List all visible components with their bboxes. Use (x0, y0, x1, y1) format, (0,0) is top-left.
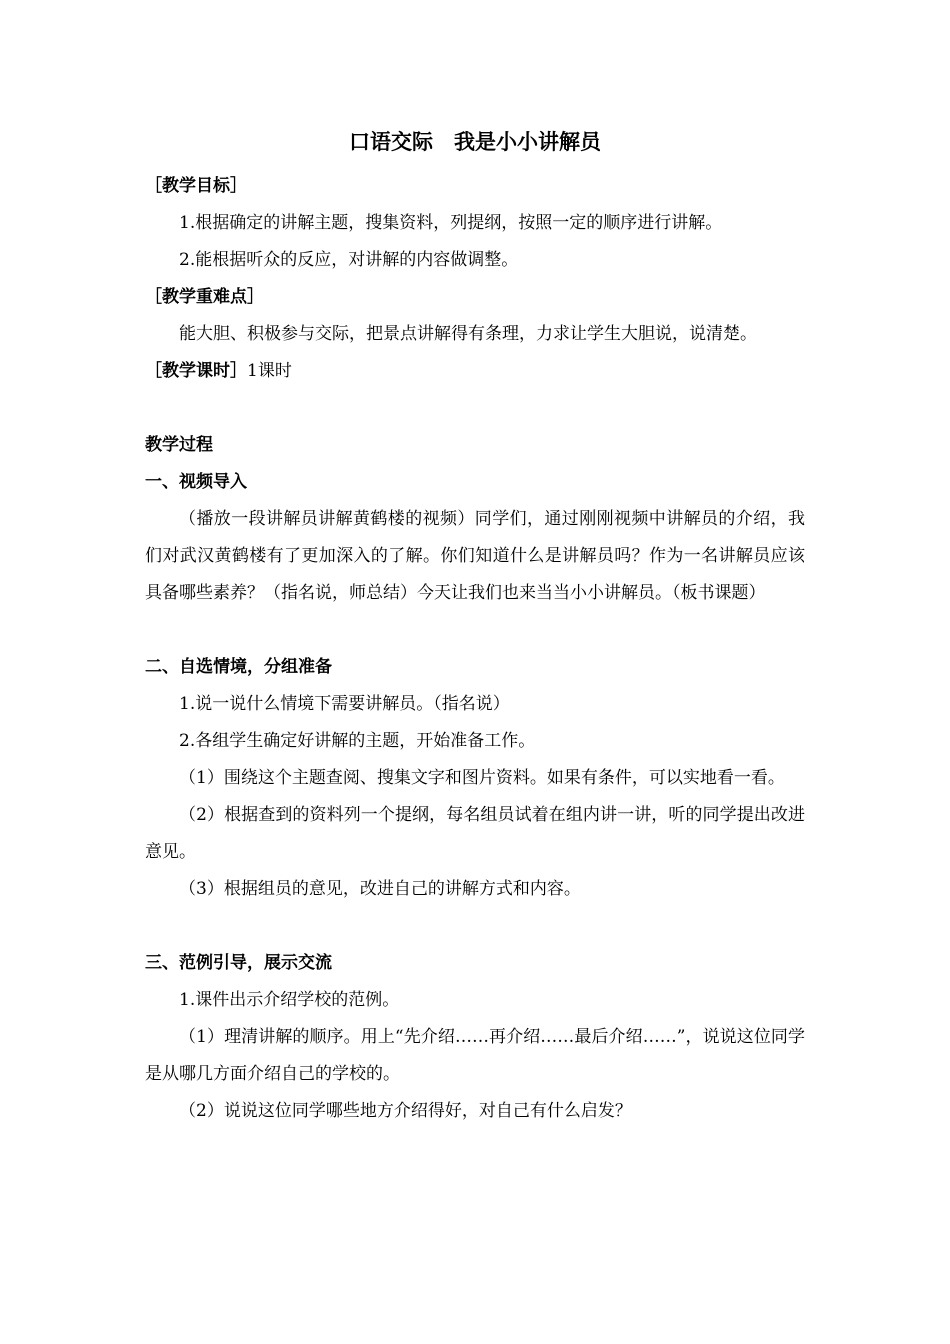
process-heading: 教学过程 (145, 435, 213, 455)
spacer (145, 612, 805, 649)
section-paragraph: （1）理清讲解的顺序。用上“先介绍……再介绍……最后介绍……”，说说这位同学是从哪几方面介绍自己的学校的。 (145, 1027, 805, 1084)
section-paragraph: 2.各组学生确定好讲解的主题，开始准备工作。 (179, 731, 536, 751)
section-heading: 二、自选情境，分组准备 (145, 657, 332, 677)
class-hours-heading: ［教学课时］ (145, 361, 247, 381)
objective-item: 1.根据确定的讲解主题，搜集资料，列提纲，按照一定的顺序进行讲解。 (179, 213, 723, 233)
key-points-text: 能大胆、积极参与交际，把景点讲解得有条理，力求让学生大胆说，说清楚。 (179, 324, 757, 344)
objectives-heading: ［教学目标］ (145, 176, 247, 196)
section-paragraph: （播放一段讲解员讲解黄鹤楼的视频）同学们，通过刚刚视频中讲解员的介绍，我们对武汉黄鹤楼有了更加深入的了解。你们知道什么是讲解员吗？作为一名讲解员应该具备哪些素养？（指名说，师总结）今天让我们也来当当小小讲解员。（板书课题） (145, 509, 805, 603)
section-heading: 三、范例引导，展示交流 (145, 953, 332, 973)
class-hours-value: 1课时 (247, 361, 292, 381)
spacer (145, 908, 805, 945)
document-content (145, 124, 805, 1130)
section-paragraph: 1.说一说什么情境下需要讲解员。（指名说） (179, 694, 510, 714)
section-paragraph: 1.课件出示介绍学校的范例。 (179, 990, 400, 1010)
objective-item: 2.能根据听众的反应，对讲解的内容做调整。 (179, 250, 519, 270)
spacer (145, 390, 805, 427)
page-title: 口语交际 我是小小讲解员 (349, 130, 601, 154)
section-paragraph: （3）根据组员的意见，改进自己的讲解方式和内容。 (179, 879, 581, 899)
class-hours-line (145, 353, 805, 390)
section-heading: 一、视频导入 (145, 472, 247, 492)
section-paragraph: （2）说说这位同学哪些地方介绍得好，对自己有什么启发？ (179, 1101, 632, 1121)
key-points-heading: ［教学重难点］ (145, 287, 264, 307)
section-paragraph: （2）根据查到的资料列一个提纲，每名组员试着在组内讲一讲，听的同学提出改进意见。 (145, 805, 805, 862)
section-paragraph: （1）围绕这个主题查阅、搜集文字和图片资料。如果有条件，可以实地看一看。 (179, 768, 785, 788)
